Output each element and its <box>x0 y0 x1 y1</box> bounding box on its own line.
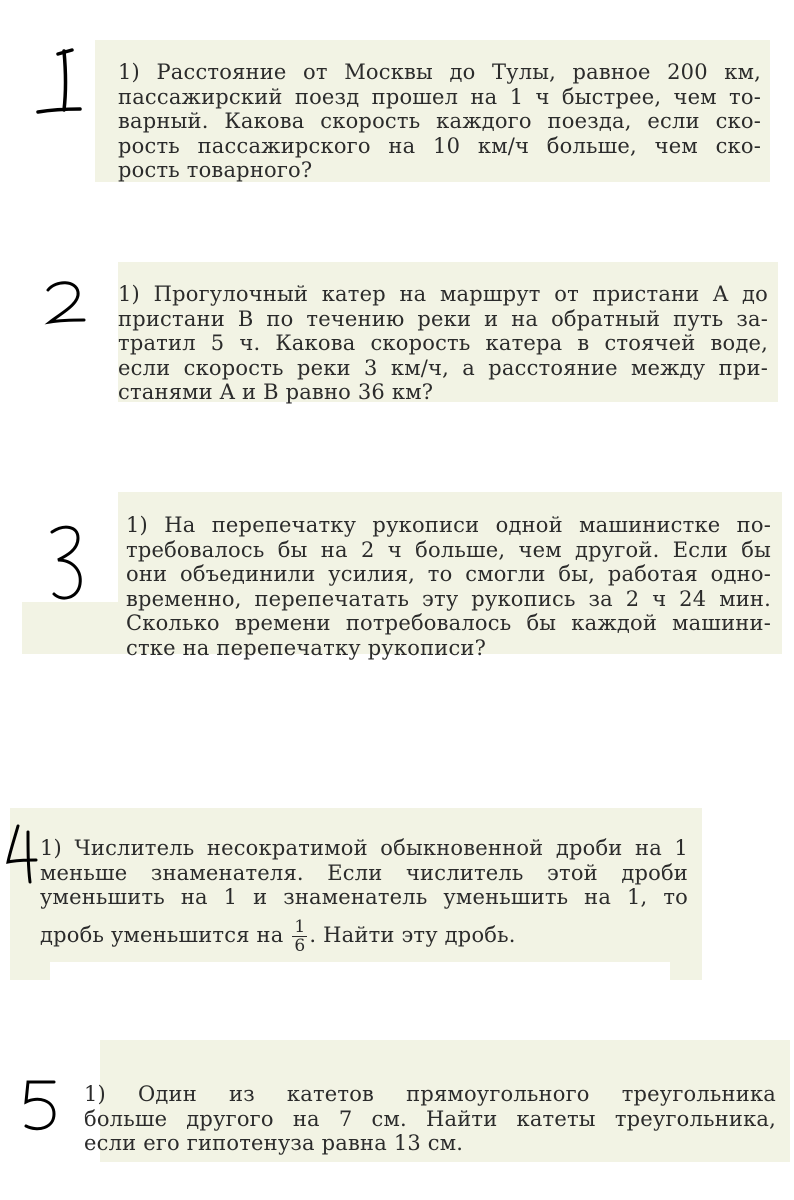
problem-5-text <box>84 1082 776 1156</box>
problem-4-line-after: . Найти эту дробь. <box>309 922 516 947</box>
problem-line: требовалось бы на 2 ч больше, чем другой. Если бы <box>126 537 771 562</box>
fraction-denominator: 6 <box>294 935 306 956</box>
problem-line: уменьшить на 1 и знаменатель уменьшить на 1, то <box>40 885 688 909</box>
problem-2-text <box>118 282 768 405</box>
problem-line: рость товарного? <box>118 158 313 182</box>
problem-line: варный. Какова скорость каждого поезда, если ско- <box>118 109 761 133</box>
problem-line: больше другого на 7 см. Найти катеты треугольника, <box>84 1106 776 1131</box>
problem-line: меньше знаменателя. Если числитель этой дроби <box>40 860 688 885</box>
problem-line: 1) Числитель несократимой обыкновенной дроби на 1 <box>40 836 688 860</box>
problem-line: если его гипотенуза равна 13 см. <box>84 1131 464 1155</box>
problem-4-handwritten-marker <box>4 822 40 886</box>
problem-line: пассажирский поезд прошел на 1 ч быстрее, чем то- <box>118 84 761 109</box>
problem-line: 1) Один из катетов прямоугольного треугольника <box>84 1082 776 1106</box>
problem-line: 1) Прогулочный катер на маршрут от пристани A до <box>118 282 768 306</box>
problem-3-handwritten-marker <box>48 524 88 604</box>
problem-line: станями A и B равно 36 км? <box>118 380 434 404</box>
problem-3-text <box>126 513 771 660</box>
problem-1-handwritten-marker <box>28 48 88 118</box>
problem-line: 1) Расстояние от Москвы до Тулы, равное 200 км, <box>118 60 761 84</box>
problem-line: если скорость реки 3 км/ч, а расстояние между при- <box>118 355 768 380</box>
problem-5-handwritten-marker <box>20 1078 60 1134</box>
problem-2-handwritten-marker <box>42 278 92 330</box>
fraction-numerator: 1 <box>294 916 306 937</box>
problem-line: рость пассажирского на 10 км/ч больше, чем ско- <box>118 133 761 158</box>
problem-line: Сколько времени потребовалось бы каждой машини- <box>126 611 771 635</box>
problem-line: тратил 5 ч. Какова скорость катера в стоячей воде, <box>118 331 768 355</box>
problem-line: стке на перепечатку рукописи? <box>126 635 487 660</box>
problem-line: 1) На перепечатку рукописи одной машинистке по- <box>126 513 771 537</box>
problem-4-text <box>40 836 688 955</box>
fraction <box>292 918 307 955</box>
problem-4-line-before: дробь уменьшится на <box>40 922 284 947</box>
problem-4-bottom-bg <box>50 962 670 980</box>
problem-line-with-fraction <box>40 918 688 955</box>
problem-line: пристани B по течению реки и на обратный путь за- <box>118 306 768 331</box>
problem-1-text <box>118 60 761 183</box>
problem-line: временно, перепечатать эту рукопись за 2 ч 24 мин. <box>126 586 771 611</box>
problem-line: они объединили усилия, то смогли бы, работая одно- <box>126 562 771 586</box>
